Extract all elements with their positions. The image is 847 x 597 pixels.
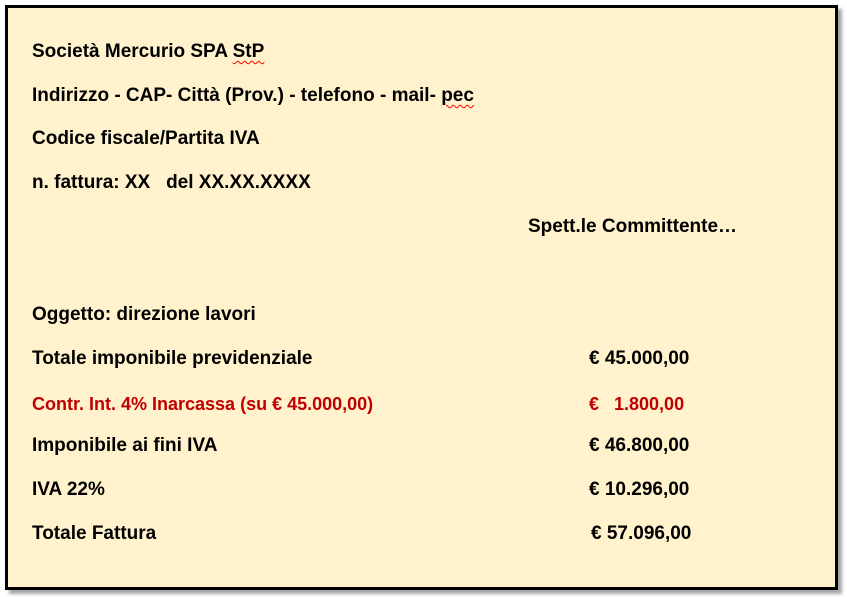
row-label-vat: IVA 22% [32,479,105,500]
company-name-text: Società Mercurio SPA [32,41,233,62]
company-name [32,41,264,63]
row-amount-inarcassa: € 1.800,00 [589,394,685,414]
row-label-inarcassa: Contr. Int. 4% Inarcassa (su € 45.000,00) [32,394,374,414]
invoice-subject: Oggetto: direzione lavori [32,304,256,325]
row-amount-vat: € 10.296,00 [589,479,690,500]
invoice-document [8,8,835,587]
recipient: Spett.le Committente… [528,216,738,237]
invoice-reference: n. fattura: XX del XX.XX.XXXX [32,172,311,193]
row-label-vat-base: Imponibile ai fini IVA [32,435,218,456]
row-amount-taxable-pension: € 45.000,00 [589,348,690,369]
address-text: Indirizzo - CAP- Città (Prov.) - telefono - mail- [32,85,442,106]
row-amount-total: € 57.096,00 [591,523,692,544]
company-address [32,85,474,107]
address-suffix: pec [441,85,474,106]
row-amount-vat-base: € 46.800,00 [589,435,690,456]
row-label-total: Totale Fattura [32,523,157,544]
tax-id: Codice fiscale/Partita IVA [32,128,260,149]
company-suffix: StP [232,41,265,62]
row-label-taxable-pension: Totale imponibile previdenziale [32,348,313,369]
